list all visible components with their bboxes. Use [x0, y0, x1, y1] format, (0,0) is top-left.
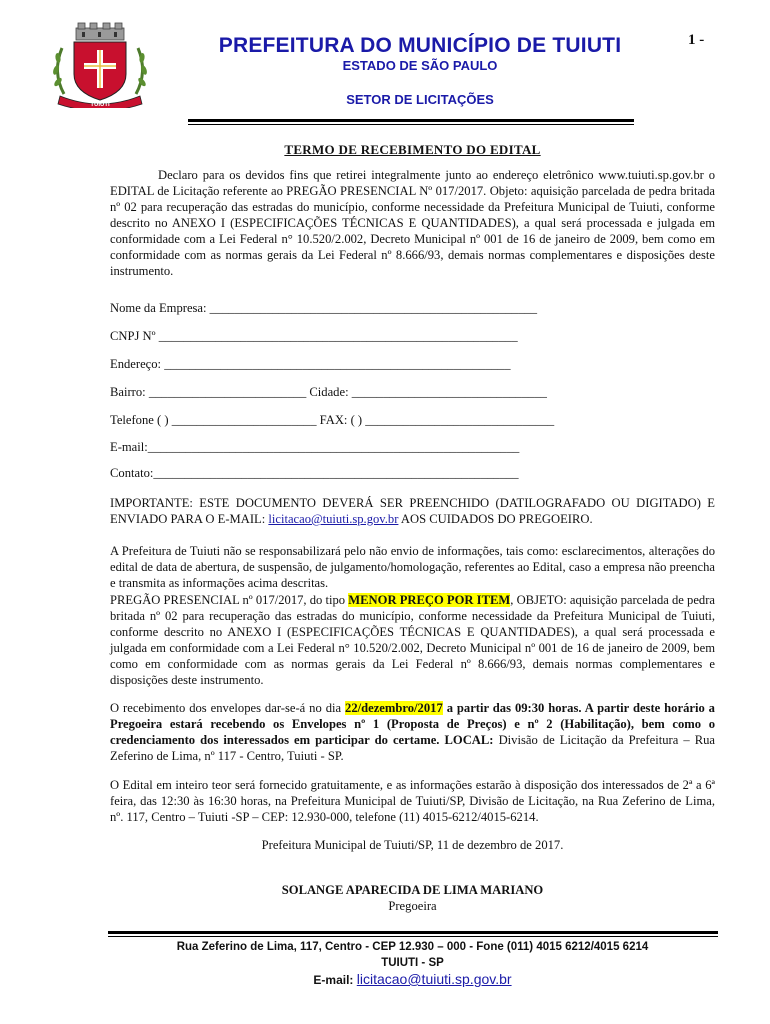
email-field[interactable]: E-mail:___________________________________________________________	[110, 440, 520, 454]
footer-divider-thick	[108, 931, 718, 934]
important-notice-tail: AOS CUIDADOS DO PREGOEIRO.	[400, 512, 593, 526]
footer-city: TUIUTI - SP	[381, 957, 444, 969]
edital-info-paragraph: O Edital em inteiro teor será fornecido gratuitamente, e as informações estarão à disposição dos interessados de 2ª a 6ª feira, das 12:30 às 16:30 horas, na Prefeitura Municipal de Tuiuti/SP, Divisão de Licitação, na Rua Zeferino de Lima, nº. 117, Centro – Tuiuti -SP – CEP: 12.930-000, telefone (11) 4015-6212/4015-6214.	[110, 778, 715, 824]
date-line: Prefeitura Municipal de Tuiuti/SP, 11 de dezembro de 2017.	[261, 838, 564, 852]
state-subtitle: ESTADO DE SÃO PAULO	[342, 58, 498, 73]
signer-role: Pregoeira	[388, 899, 437, 913]
contact-field[interactable]: Contato:__________________________________________________________	[110, 466, 519, 480]
footer-email-link[interactable]: licitacao@tuiuti.sp.gov.br	[356, 971, 512, 987]
page-number: 1 -	[688, 32, 705, 48]
footer-email-line	[110, 971, 715, 987]
declaration-paragraph: Declaro para os devidos fins que retirei integralmente junto ao endereço eletrônico www.tuiuti.sp.gov.br o EDITAL de Licitação referente ao PREGÃO PRESENCIAL Nº 017/2017. Objeto: aquisição parcelada de pedra britada nº 02 para recuperação das estradas do município, conforme necessidade da Prefeitura Municipal de Tuiuti, conforme descrito no ANEXO I (ESPECIFICAÇÕES TÉCNICAS E QUANTIDADES), a qual será processada e julgada em conformidade com a Lei Federal n° 10.520/2.002, Decreto Municipal nº 001 de 16 de janeiro de 2009, bem como em conformidade com as normas gerais da Lei Federal nº 8.666/93, demais normas complementares e disposições deste instrumento.	[110, 168, 715, 278]
receipt-schedule: a partir das 09:30 horas. A partir deste horário a Pregoeira estará recebendo os Envelopes nº 1 (Proposta de Preços) e nº 2 (Habilitação), bem como o credenciamento dos interessados em participar do certame. LOCAL:	[110, 701, 715, 747]
important-notice-text: IMPORTANTE: ESTE DOCUMENTO DEVERÁ SER PREENCHIDO (DATILOGRAFADO OU DIGITADO) E ENVIADO PARA O E-MAIL:	[110, 496, 715, 526]
pregao-type-highlight: MENOR PREÇO POR ITEM	[348, 593, 511, 607]
important-notice	[110, 495, 715, 527]
address-field[interactable]: Endereço: _______________________________________________________	[110, 357, 511, 371]
footer-divider-thin	[108, 936, 718, 937]
notice-email-link[interactable]: licitacao@tuiuti.sp.gov.br	[268, 512, 399, 526]
neighborhood-city-field[interactable]: Bairro: _________________________ Cidade: _______________________________	[110, 385, 547, 399]
company-name-field[interactable]: Nome da Empresa: ____________________________________________________	[110, 301, 538, 315]
phone-fax-field[interactable]: Telefone ( ) _______________________ FAX: ( ) ______________________________	[110, 413, 555, 427]
svg-text:TUIUTI: TUIUTI	[90, 102, 110, 108]
receipt-location: Divisão de Licitação da Prefeitura – Rua Zeferino de Lima, nº 117 - Centro, Tuiuti - SP.	[110, 733, 716, 763]
disclaimer-paragraph: A Prefeitura de Tuiuti não se responsabilizará pelo não envio de informações, tais como: esclarecimentos, alterações do edital de data de abertura, de suspensão, de julgamento/homologação, referentes ao Edital, caso a empresa não preencha e transmita as informações acima descritas.	[110, 544, 715, 590]
sector-subtitle: SETOR DE LICITAÇÕES	[346, 92, 494, 107]
receipt-paragraph	[110, 700, 715, 764]
receipt-lead: O recebimento dos envelopes dar-se-á no dia	[110, 701, 342, 715]
pregao-description: , OBJETO: aquisição parcelada de pedra britada nº 02 para recuperação das estradas do município, conforme necessidade da Prefeitura Municipal de Tuiuti, conforme descrito no ANEXO I (ESPECIFICAÇÕES TÉCNICAS E QUANTIDADES), a qual será processada e julgada em conformidade com a Lei Federal n° 10.520/2.002, Decreto Municipal nº 001 de 16 de janeiro de 2009, bem como em conformidade com as normas gerais da Lei Federal nº 8.666/93, demais normas complementares e disposições deste instrumento.	[110, 593, 716, 687]
municipality-title: PREFEITURA DO MUNICÍPIO DE TUIUTI	[218, 34, 622, 57]
document-heading: TERMO DE RECEBIMENTO DO EDITAL	[284, 142, 541, 157]
header-divider-thin	[188, 124, 634, 125]
header-divider-thick	[188, 119, 634, 122]
signer-name: SOLANGE APARECIDA DE LIMA MARIANO	[281, 883, 544, 897]
municipal-crest-logo	[46, 22, 154, 108]
footer-address: Rua Zeferino de Lima, 117, Centro - CEP 12.930 – 000 - Fone (011) 4015 6212/4015 6214	[176, 941, 649, 953]
receipt-date-highlight: 22/dezembro/2017	[345, 701, 443, 715]
footer-email-label: E-mail:	[313, 973, 354, 987]
pregao-paragraph	[110, 592, 715, 688]
pregao-lead: PREGÃO PRESENCIAL nº 017/2017, do tipo	[110, 593, 346, 607]
cnpj-field[interactable]: CNPJ Nº _________________________________________________________	[110, 329, 518, 343]
